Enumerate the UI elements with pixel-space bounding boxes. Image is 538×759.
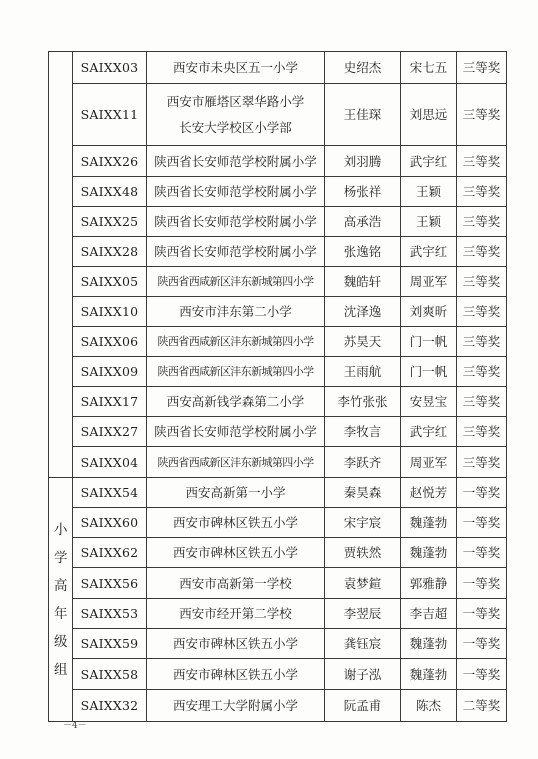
student-name: 袁梦鍹 [325,568,401,599]
student-name: 宋宇宸 [325,508,401,538]
entry-code: SAIXX27 [73,417,147,447]
teacher-name: 魏蓬勃 [401,659,457,690]
student-name: 贾轶然 [325,538,401,568]
school-name [147,690,325,722]
school-name [147,52,325,84]
school-name-line: 长安大学校区小学部 [179,119,292,135]
teacher-name: 王颖 [401,207,457,237]
award-level: 三等奖 [457,146,507,177]
table-row [49,478,507,508]
table-row [49,267,507,297]
teacher-name: 李吉超 [401,599,457,629]
awards-table [48,51,507,722]
school-name [147,659,325,690]
entry-code: SAIXX11 [73,84,147,146]
student-name: 李翌辰 [325,599,401,629]
entry-code: SAIXX17 [73,387,147,417]
award-level: 一等奖 [457,538,507,568]
entry-code: SAIXX25 [73,207,147,237]
award-level: 二等奖 [457,690,507,722]
entry-code: SAIXX28 [73,237,147,267]
teacher-name: 武宇红 [401,237,457,267]
award-level: 三等奖 [457,447,507,478]
school-name-line: 陕西省西咸新区沣东新城第四小学 [157,365,314,378]
student-name: 高承浩 [325,207,401,237]
teacher-name: 陈杰 [401,690,457,722]
award-level: 一等奖 [457,659,507,690]
table-row [49,84,507,146]
school-name [147,599,325,629]
teacher-name: 门一帆 [401,357,457,387]
school-name-line: 陕西省西咸新区沣东新城第四小学 [157,455,314,469]
school-name [147,357,325,387]
entry-code: SAIXX10 [73,297,147,327]
school-name [147,508,325,538]
teacher-name: 王颖 [401,177,457,207]
school-name-line: 陕西省长安师范学校附属小学 [154,153,317,169]
school-name [147,629,325,659]
teacher-name: 武宇红 [401,146,457,177]
teacher-name: 郭雅静 [401,568,457,599]
award-level: 三等奖 [457,327,507,357]
student-name: 谢子泓 [325,659,401,690]
award-level: 一等奖 [457,629,507,659]
teacher-name: 刘爽昕 [401,297,457,327]
table-row [49,447,507,478]
table-row [49,568,507,599]
entry-code: SAIXX05 [73,267,147,297]
award-level: 三等奖 [457,297,507,327]
table-row [49,629,507,659]
school-name [147,568,325,599]
teacher-name: 赵悦芳 [401,478,457,508]
table-row [49,659,507,690]
table-row [49,417,507,447]
student-name: 龚钰宸 [325,629,401,659]
table-row [49,207,507,237]
school-name-line: 陕西省长安师范学校附属小学 [154,244,317,259]
entry-code: SAIXX54 [73,478,147,508]
school-name [147,417,325,447]
entry-code: SAIXX60 [73,508,147,538]
entry-code: SAIXX26 [73,146,147,177]
student-name: 杨张祥 [325,177,401,207]
school-name-line: 西安市碑林区铁五小学 [172,636,298,651]
school-name-line: 陕西省西咸新区沣东新城第四小学 [157,275,314,288]
student-name: 沈泽逸 [325,297,401,327]
teacher-name: 魏蓬勃 [401,629,457,659]
award-level: 三等奖 [457,84,507,146]
teacher-name: 周亚军 [401,267,457,297]
school-name-line: 陕西省长安师范学校附属小学 [154,214,317,229]
table-row [49,538,507,568]
school-name-line: 陕西省长安师范学校附属小学 [154,184,317,199]
student-name: 李竹张张 [325,387,401,417]
table-row [49,237,507,267]
teacher-name: 魏蓬勃 [401,538,457,568]
school-name [147,177,325,207]
school-name-line: 西安市经开第二学校 [179,606,292,621]
school-name-line: 西安高新钱学森第二小学 [166,394,305,409]
teacher-name: 门一帆 [401,327,457,357]
school-name [147,207,325,237]
group-cell-previous [49,52,73,478]
page-number: －4－ [63,721,87,731]
award-level: 三等奖 [457,177,507,207]
table-row [49,327,507,357]
school-name-line: 西安市雁塔区翠华路小学 [166,93,305,109]
award-level: 三等奖 [457,387,507,417]
student-name: 王佳琛 [325,84,401,146]
teacher-name: 刘思远 [401,84,457,146]
award-level: 三等奖 [457,52,507,84]
school-name [147,387,325,417]
table-row [49,146,507,177]
table-row [49,52,507,84]
award-level: 一等奖 [457,478,507,508]
entry-code: SAIXX59 [73,629,147,659]
school-name-line: 西安市未央区五一小学 [172,60,298,75]
student-name: 阮孟甫 [325,690,401,722]
table-row [49,599,507,629]
school-name [147,478,325,508]
award-level: 三等奖 [457,417,507,447]
entry-code: SAIXX03 [73,52,147,84]
student-name: 李跃齐 [325,447,401,478]
student-name: 张逸铭 [325,237,401,267]
school-name-line: 西安高新第一小学 [185,485,286,500]
group-label: 小学高年级组 [49,478,73,722]
school-name-line: 陕西省长安师范学校附属小学 [154,424,317,439]
school-name [147,297,325,327]
school-name [147,146,325,177]
table-row [49,508,507,538]
school-name [147,538,325,568]
table-row [49,387,507,417]
entry-code: SAIXX04 [73,447,147,478]
teacher-name: 周亚军 [401,447,457,478]
award-level: 三等奖 [457,237,507,267]
school-name [147,237,325,267]
teacher-name: 魏蓬勃 [401,508,457,538]
teacher-name: 武宇红 [401,417,457,447]
entry-code: SAIXX56 [73,568,147,599]
teacher-name: 安昱宝 [401,387,457,417]
school-name-line: 西安市高新第一学校 [179,575,292,591]
school-name-line: 西安市碑林区铁五小学 [172,545,298,560]
entry-code: SAIXX48 [73,177,147,207]
school-name-line: 西安理工大学附属小学 [172,698,298,713]
school-name-line: 陕西省西咸新区沣东新城第四小学 [157,335,314,348]
entry-code: SAIXX53 [73,599,147,629]
student-name: 魏皓轩 [325,267,401,297]
school-name [147,267,325,297]
award-level: 一等奖 [457,508,507,538]
student-name: 李牧言 [325,417,401,447]
student-name: 苏昊天 [325,327,401,357]
school-name-line: 西安市碑林区铁五小学 [172,515,298,530]
entry-code: SAIXX09 [73,357,147,387]
award-level: 一等奖 [457,568,507,599]
award-level: 三等奖 [457,207,507,237]
school-name-line: 西安市沣东第二小学 [179,304,292,319]
school-name [147,84,325,146]
award-level: 三等奖 [457,357,507,387]
school-name [147,447,325,478]
table-row [49,690,507,722]
school-name-line: 西安市碑林区铁五小学 [172,666,298,682]
student-name: 刘羽腾 [325,146,401,177]
student-name: 史绍杰 [325,52,401,84]
entry-code: SAIXX62 [73,538,147,568]
student-name: 王雨航 [325,357,401,387]
entry-code: SAIXX58 [73,659,147,690]
award-level: 一等奖 [457,599,507,629]
award-level: 三等奖 [457,267,507,297]
teacher-name: 宋七五 [401,52,457,84]
table-row [49,177,507,207]
student-name: 秦昊森 [325,478,401,508]
table-row [49,357,507,387]
school-name [147,327,325,357]
entry-code: SAIXX06 [73,327,147,357]
entry-code: SAIXX32 [73,690,147,722]
table-row [49,297,507,327]
